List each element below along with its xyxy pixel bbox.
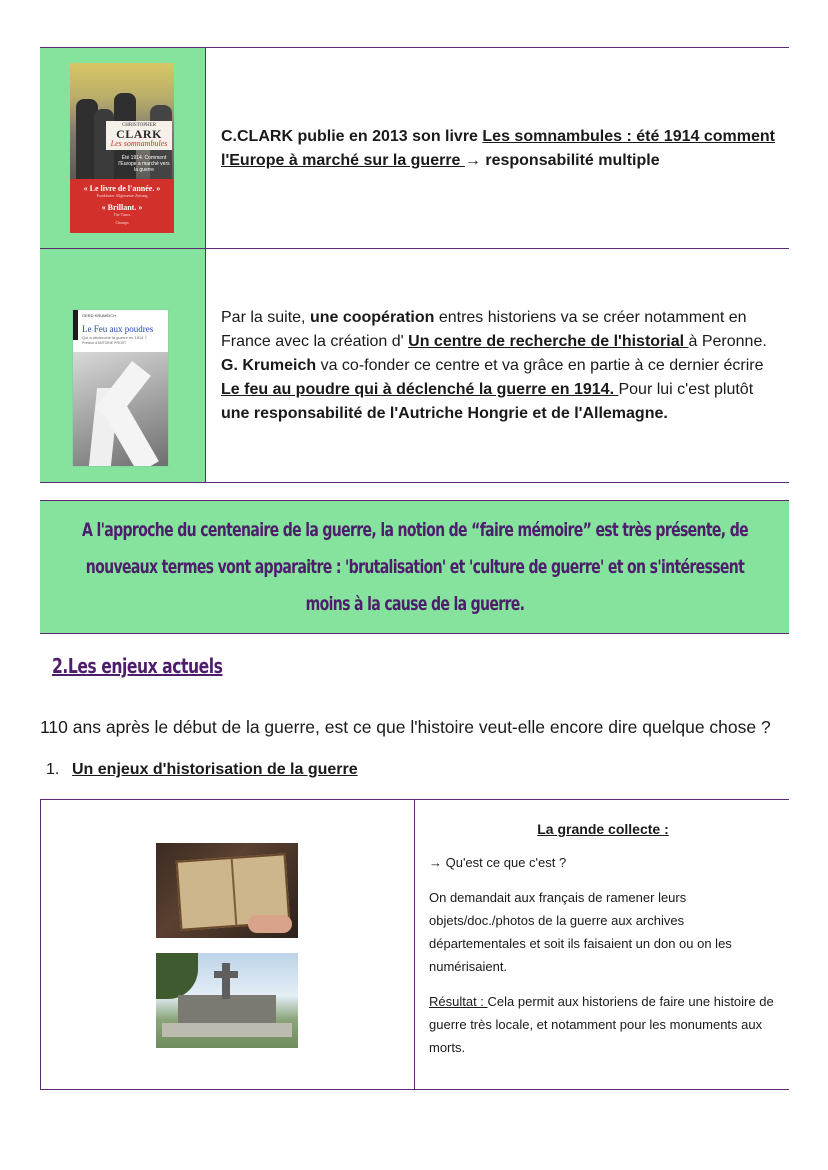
cover-preface: Préface d'ANTOINE PROST bbox=[82, 341, 127, 345]
text-bold: une coopération bbox=[309, 308, 435, 326]
collecte-result bbox=[429, 990, 777, 1059]
collecte-title: La grande collecte : bbox=[537, 821, 669, 837]
cover-quote-1-source: Frankfurter Allgemeine Zeitung bbox=[96, 193, 148, 198]
book-cover-somnambules bbox=[70, 63, 174, 233]
cover-label bbox=[106, 121, 172, 150]
krumeich-paragraph bbox=[221, 306, 775, 426]
cover-quote-2: « Brillant. » bbox=[101, 203, 143, 212]
krumeich-book-title: Le feu au poudre qui à déclenché la guerre en 1914. bbox=[221, 380, 619, 398]
question-text: 110 ans après le début de la guerre, est ce que l'histoire veut-elle encore dire quelque chose ? bbox=[40, 717, 771, 737]
cover-author: GERD KRUMEICH bbox=[82, 313, 117, 318]
text-part: va co-fonder ce centre et va grâce en partie à ce dernier écrire bbox=[316, 356, 764, 374]
list-item bbox=[46, 761, 358, 779]
cover-photo bbox=[73, 352, 168, 466]
banner-text: A l'approche du centenaire de la guerre, la notion de “faire mémoire” est très présente, de nouveaux termes vont apparaitre : 'brutalisation' et 'culture de guerre' et on s'intéressent moins à la cause de la guerre. bbox=[81, 518, 748, 615]
clark-paragraph bbox=[221, 125, 775, 173]
cover-quote-1: « Le livre de l'année. » bbox=[83, 184, 161, 193]
cover-publisher: Champs bbox=[115, 220, 129, 225]
cover-author-last: CLARK bbox=[116, 127, 162, 141]
cover-title: Les somnambules bbox=[110, 139, 168, 148]
highlight-banner bbox=[40, 500, 789, 634]
list-number: 1. bbox=[46, 761, 60, 778]
cover-title: Le Feu aux poudres bbox=[82, 324, 154, 334]
result-text: Cela permit aux historiens de faire une histoire de guerre très locale, et notamment pour les monuments aux morts. bbox=[429, 994, 774, 1055]
collecte-text-cell bbox=[415, 800, 789, 1089]
archive-book-photo bbox=[156, 843, 298, 938]
image-cell bbox=[40, 249, 206, 482]
book-cover-feu-aux-poudres bbox=[73, 310, 168, 466]
table-row-clark bbox=[40, 47, 789, 249]
list-label: Un enjeux d'historisation de la guerre bbox=[72, 761, 358, 778]
cover-subtitle: Été 1914. Comment l'Europe a marché vers la guerre bbox=[118, 155, 170, 173]
cover-quote-2-source: The Times bbox=[113, 212, 131, 217]
photos-cell bbox=[41, 800, 415, 1089]
cover-quotes bbox=[70, 179, 174, 233]
historial-link-text: Un centre de recherche de l'historial bbox=[408, 332, 689, 350]
clark-conclusion: → responsabilité multiple bbox=[464, 151, 660, 169]
text-part: Pour lui c'est plutôt bbox=[618, 380, 754, 398]
collecte-table bbox=[40, 799, 789, 1090]
text-part: Par la suite, bbox=[221, 308, 310, 326]
section-heading: 2.Les enjeux actuels bbox=[52, 654, 223, 678]
result-label: Résultat : bbox=[429, 994, 488, 1009]
clark-intro: C.CLARK publie en 2013 son livre bbox=[221, 127, 483, 145]
text-bold: G. Krumeich bbox=[221, 356, 317, 374]
image-cell bbox=[40, 48, 206, 249]
text-part: à Peronne. bbox=[688, 332, 767, 350]
table-row-krumeich bbox=[40, 248, 789, 483]
clark-book-title: Les somnambules : été 1914 comment l'Europe à marché sur la guerre bbox=[221, 127, 775, 169]
text-bold: une responsabilité de l'Autriche Hongrie et de l'Allemagne. bbox=[221, 404, 668, 422]
cover-author: CHRISTOPHER bbox=[121, 123, 157, 128]
text-cell bbox=[206, 48, 789, 249]
collecte-question: → Qu'est ce que c'est ? bbox=[429, 855, 567, 870]
text-part: entres historiens va se créer notamment en France avec la création d' bbox=[221, 308, 747, 350]
war-memorial-photo bbox=[156, 953, 298, 1048]
text-cell bbox=[206, 249, 789, 482]
collecte-description: On demandait aux français de ramener leurs objets/doc./photos de la guerre aux archives départementales et soit ils faisaient un don ou on les numérisaient. bbox=[429, 890, 732, 974]
cover-subtitle: Qui a déclenché la guerre en 1914 ? bbox=[82, 335, 147, 340]
